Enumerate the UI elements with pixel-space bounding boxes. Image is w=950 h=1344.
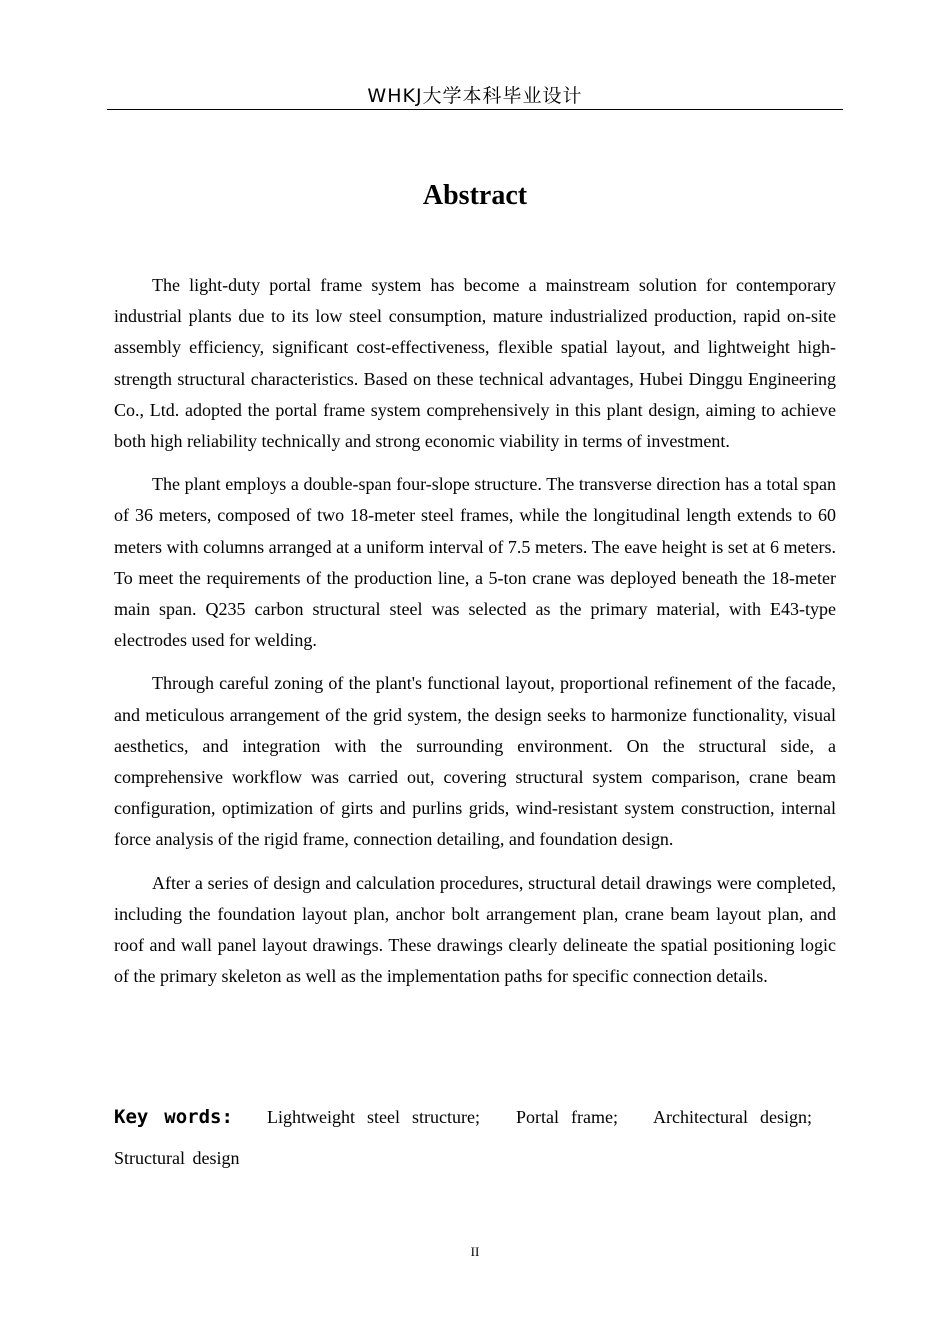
keyword-item: Lightweight steel structure; xyxy=(266,1107,480,1127)
abstract-paragraph: The light-duty portal frame system has become a mainstream solution for contemporary industrial plants due to its low steel consumption, mature industrialized production, rapid on-site assembly efficiency, significant cost-effectiveness, flexible spatial layout, and lightweight high-strength structural characteristics. Based on these technical advantages, Hubei Dinggu Engineering Co., Ltd. adopted the portal frame system comprehensively in this plant design, aiming to achieve both high reliability technically and strong economic viability in terms of investment. xyxy=(114,275,836,452)
keywords-section xyxy=(114,1097,836,1179)
abstract-body xyxy=(114,270,836,1004)
abstract-title: Abstract xyxy=(422,180,528,211)
abstract-paragraph: The plant employs a double-span four-slope structure. The transverse direction has a total span of 36 meters, composed of two 18-meter steel frames, while the longitudinal length extends to 60 meters with columns arranged at a uniform interval of 7.5 meters. The eave height is set at 6 meters. To meet the requirements of the production line, a 5-ton crane was deployed beneath the 18-meter main span. Q235 carbon structural steel was selected as the primary material, with E43-type electrodes used for welding. xyxy=(114,474,836,651)
abstract-paragraph: After a series of design and calculation procedures, structural detail drawings were completed, including the foundation layout plan, anchor bolt arrangement plan, crane beam layout plan, and roof and wall panel layout drawings. These drawings clearly delineate the spatial positioning logic of the primary skeleton as well as the implementation paths for specific connection details. xyxy=(114,872,836,987)
keyword-item: Portal frame; xyxy=(516,1107,618,1127)
page-number: II xyxy=(470,1244,480,1259)
abstract-paragraph: Through careful zoning of the plant's functional layout, proportional refinement of the facade, and meticulous arrangement of the grid system, the design seeks to harmonize functionality, visual aesthetics, and integration with the surrounding environment. On the structural side, a comprehensive workflow was carried out, covering structural system comparison, crane beam configuration, optimization of girts and purlins grids, wind-resistant system construction, internal force analysis of the rigid frame, connection detailing, and foundation design. xyxy=(114,673,836,850)
running-header: WHKJ大学本科毕业设计 xyxy=(367,85,583,107)
keyword-item: Structural design xyxy=(114,1148,240,1168)
header-rule xyxy=(107,109,843,110)
keyword-item: Architectural design; xyxy=(653,1107,813,1127)
keywords-label: Key words: xyxy=(114,1106,233,1128)
